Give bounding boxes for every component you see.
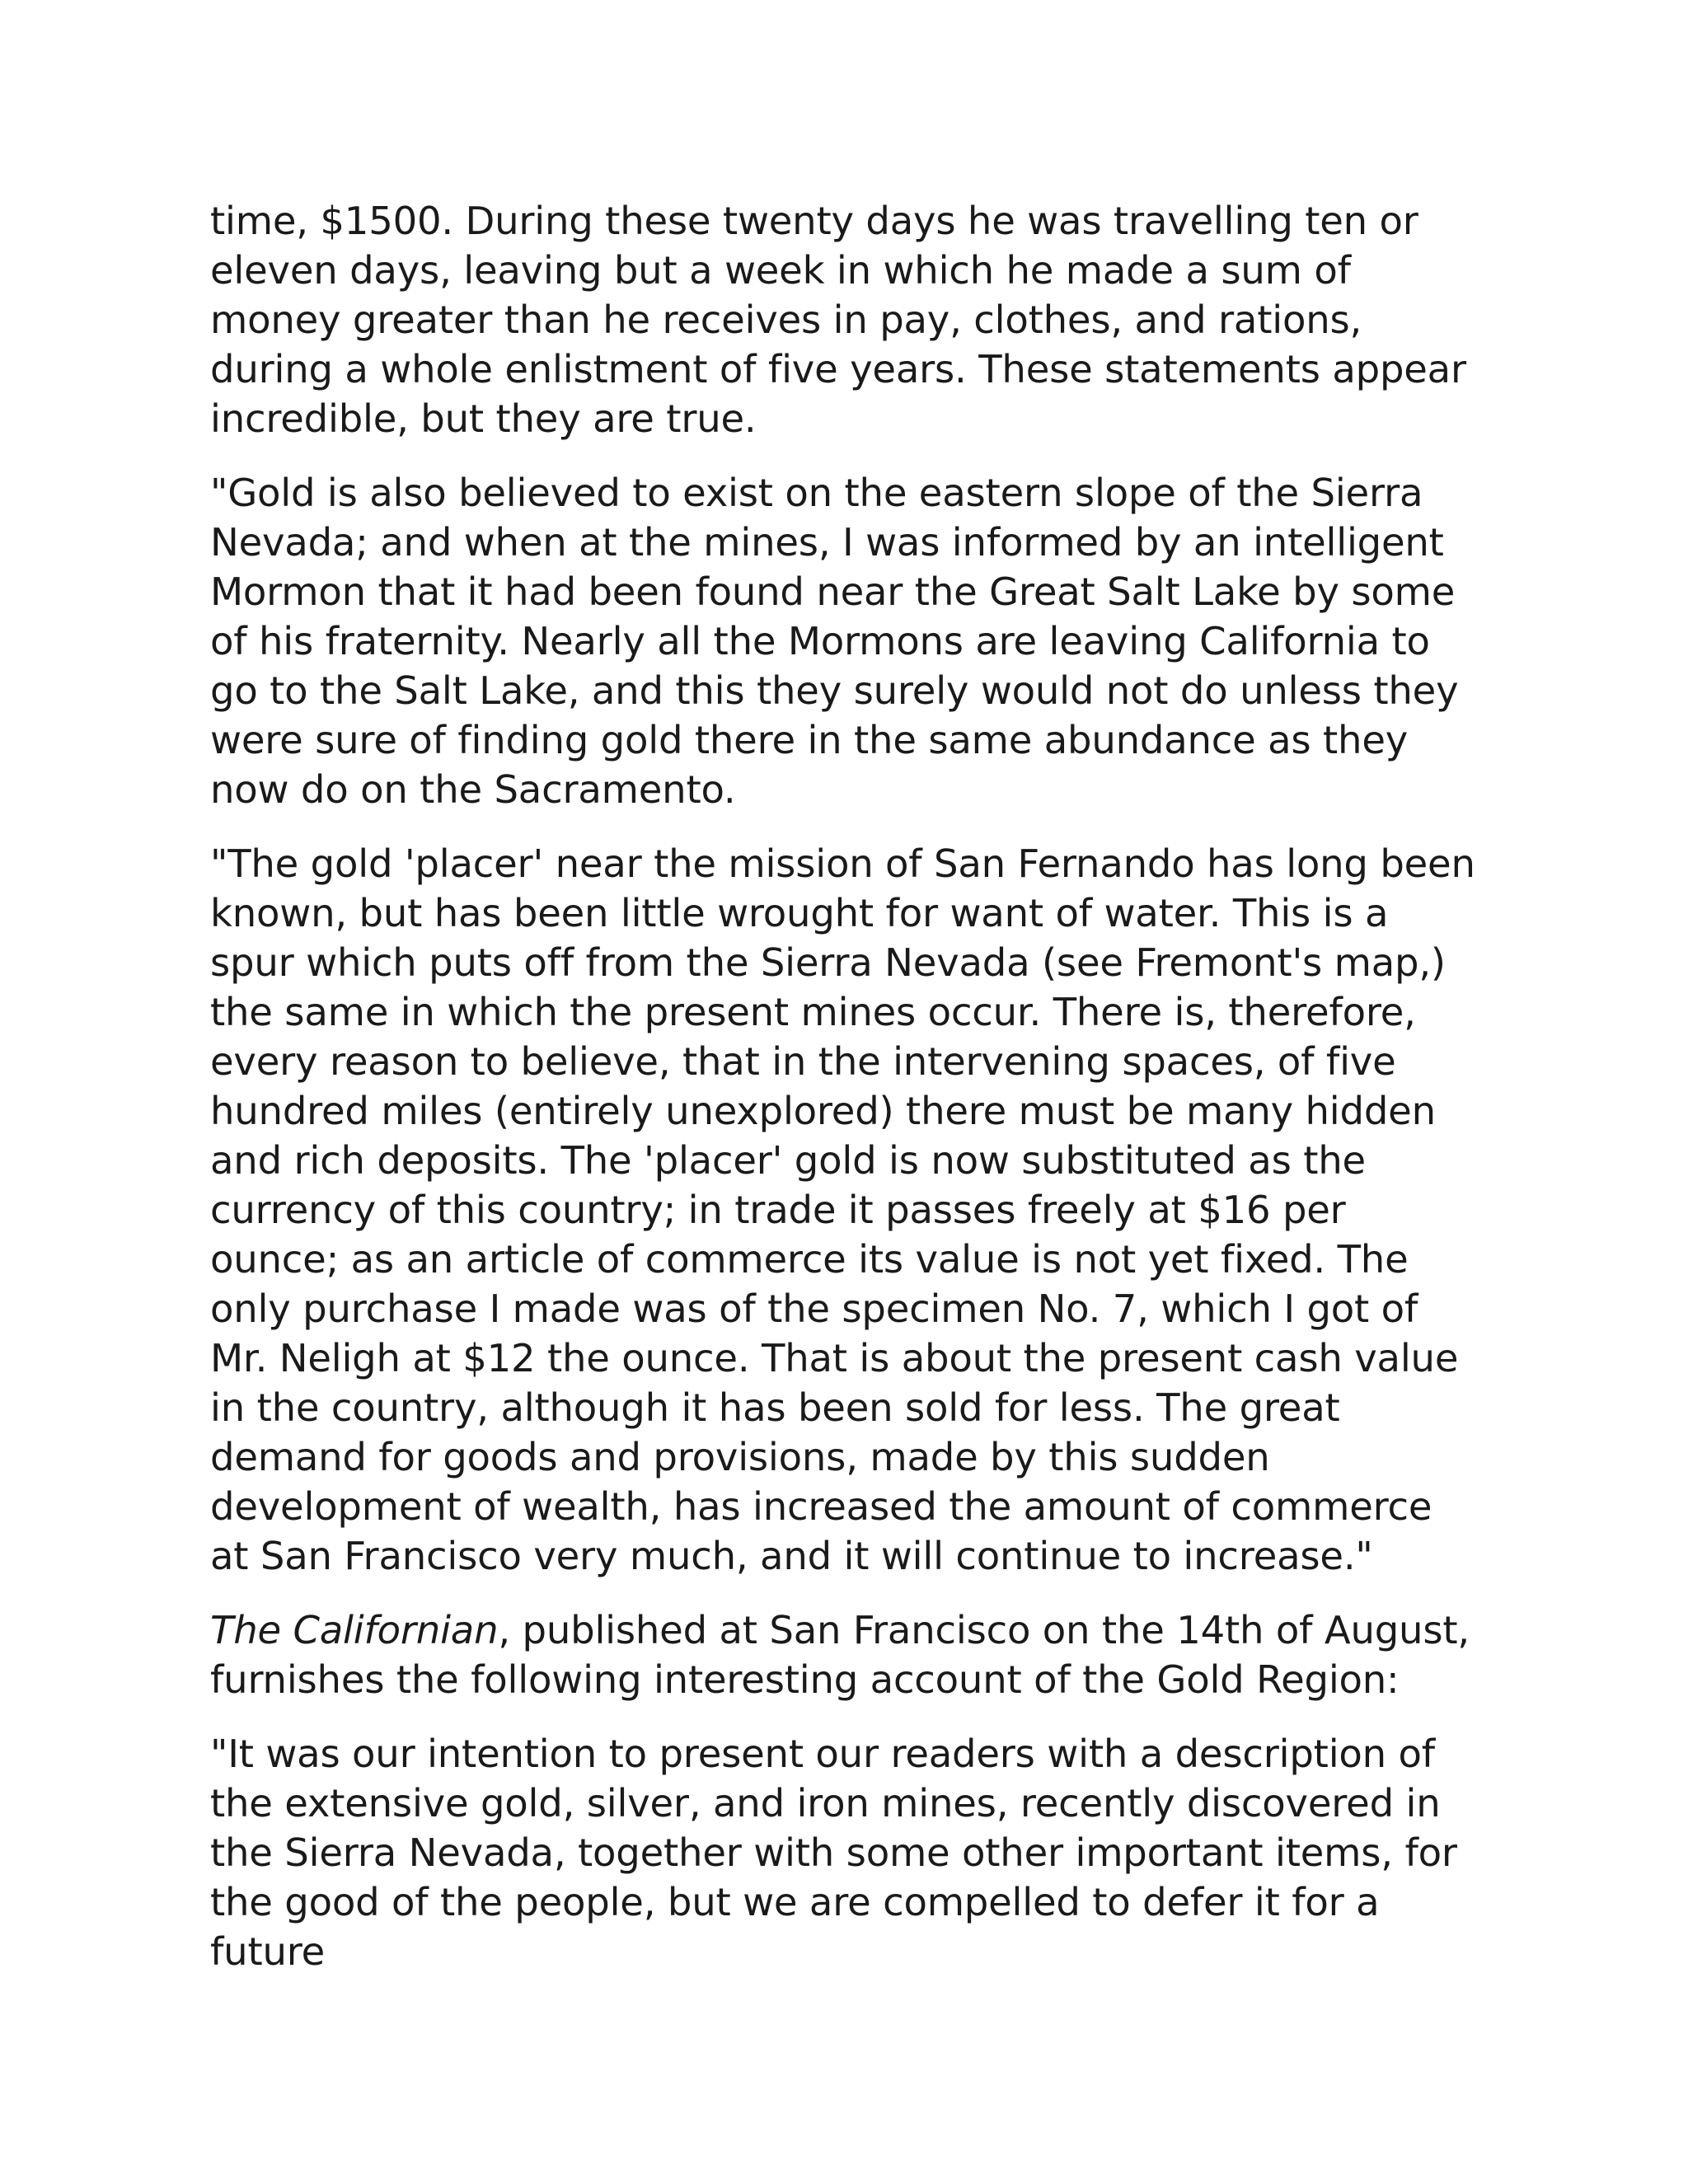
paragraph-4 xyxy=(210,1605,1479,1704)
paragraph-3: "The gold 'placer' near the mission of San Fernando has long been known, but has been little wrought for want of water. This is a spur which puts off from the Sierra Nevada (see Fremont's map,) the same in which the present mines occur. There is, therefore, every reason to believe, that in the intervening spaces, of five hundred miles (entirely unexplored) there must be many hidden and rich deposits. The 'placer' gold is now substituted as the currency of this country; in trade it passes freely at $16 per ounce; as an article of commerce its value is not yet fixed. The only purchase I made was of the specimen No. 7, which I got of Mr. Neligh at $12 the ounce. That is about the present cash value in the country, although it has been sold for less. The great demand for goods and provisions, made by this sudden development of wealth, has increased the amount of commerce at San Francisco very much, and it will continue to increase." xyxy=(210,841,1475,1578)
paragraph-4-text: , published at San Francisco on the 14th of August, furnishes the following interesting account of the Gold Region: xyxy=(210,1608,1470,1702)
document-page xyxy=(210,196,1479,2001)
publication-title: The Californian xyxy=(210,1608,499,1652)
paragraph-5: "It was our intention to present our readers with a description of the extensive gold, silver, and iron mines, recently discovered in the Sierra Nevada, together with some other important items, for the good of the people, but we are compelled to defer it for a future xyxy=(210,1732,1457,1974)
paragraph-2: "Gold is also believed to exist on the eastern slope of the Sierra Nevada; and when at the mines, I was informed by an intelligent Mormon that it had been found near the Great Salt Lake by some of his fraternity. Nearly all the Mormons are leaving California to go to the Salt Lake, and this they surely would not do unless they were sure of finding gold there in the same abundance as they now do on the Sacramento. xyxy=(210,471,1459,812)
paragraph-1: time, $1500. During these twenty days he was travelling ten or eleven days, leaving but a week in which he made a sum of money greater than he receives in pay, clothes, and rations, during a whole enlistment of five years. These statements appear incredible, but they are true. xyxy=(210,199,1466,441)
